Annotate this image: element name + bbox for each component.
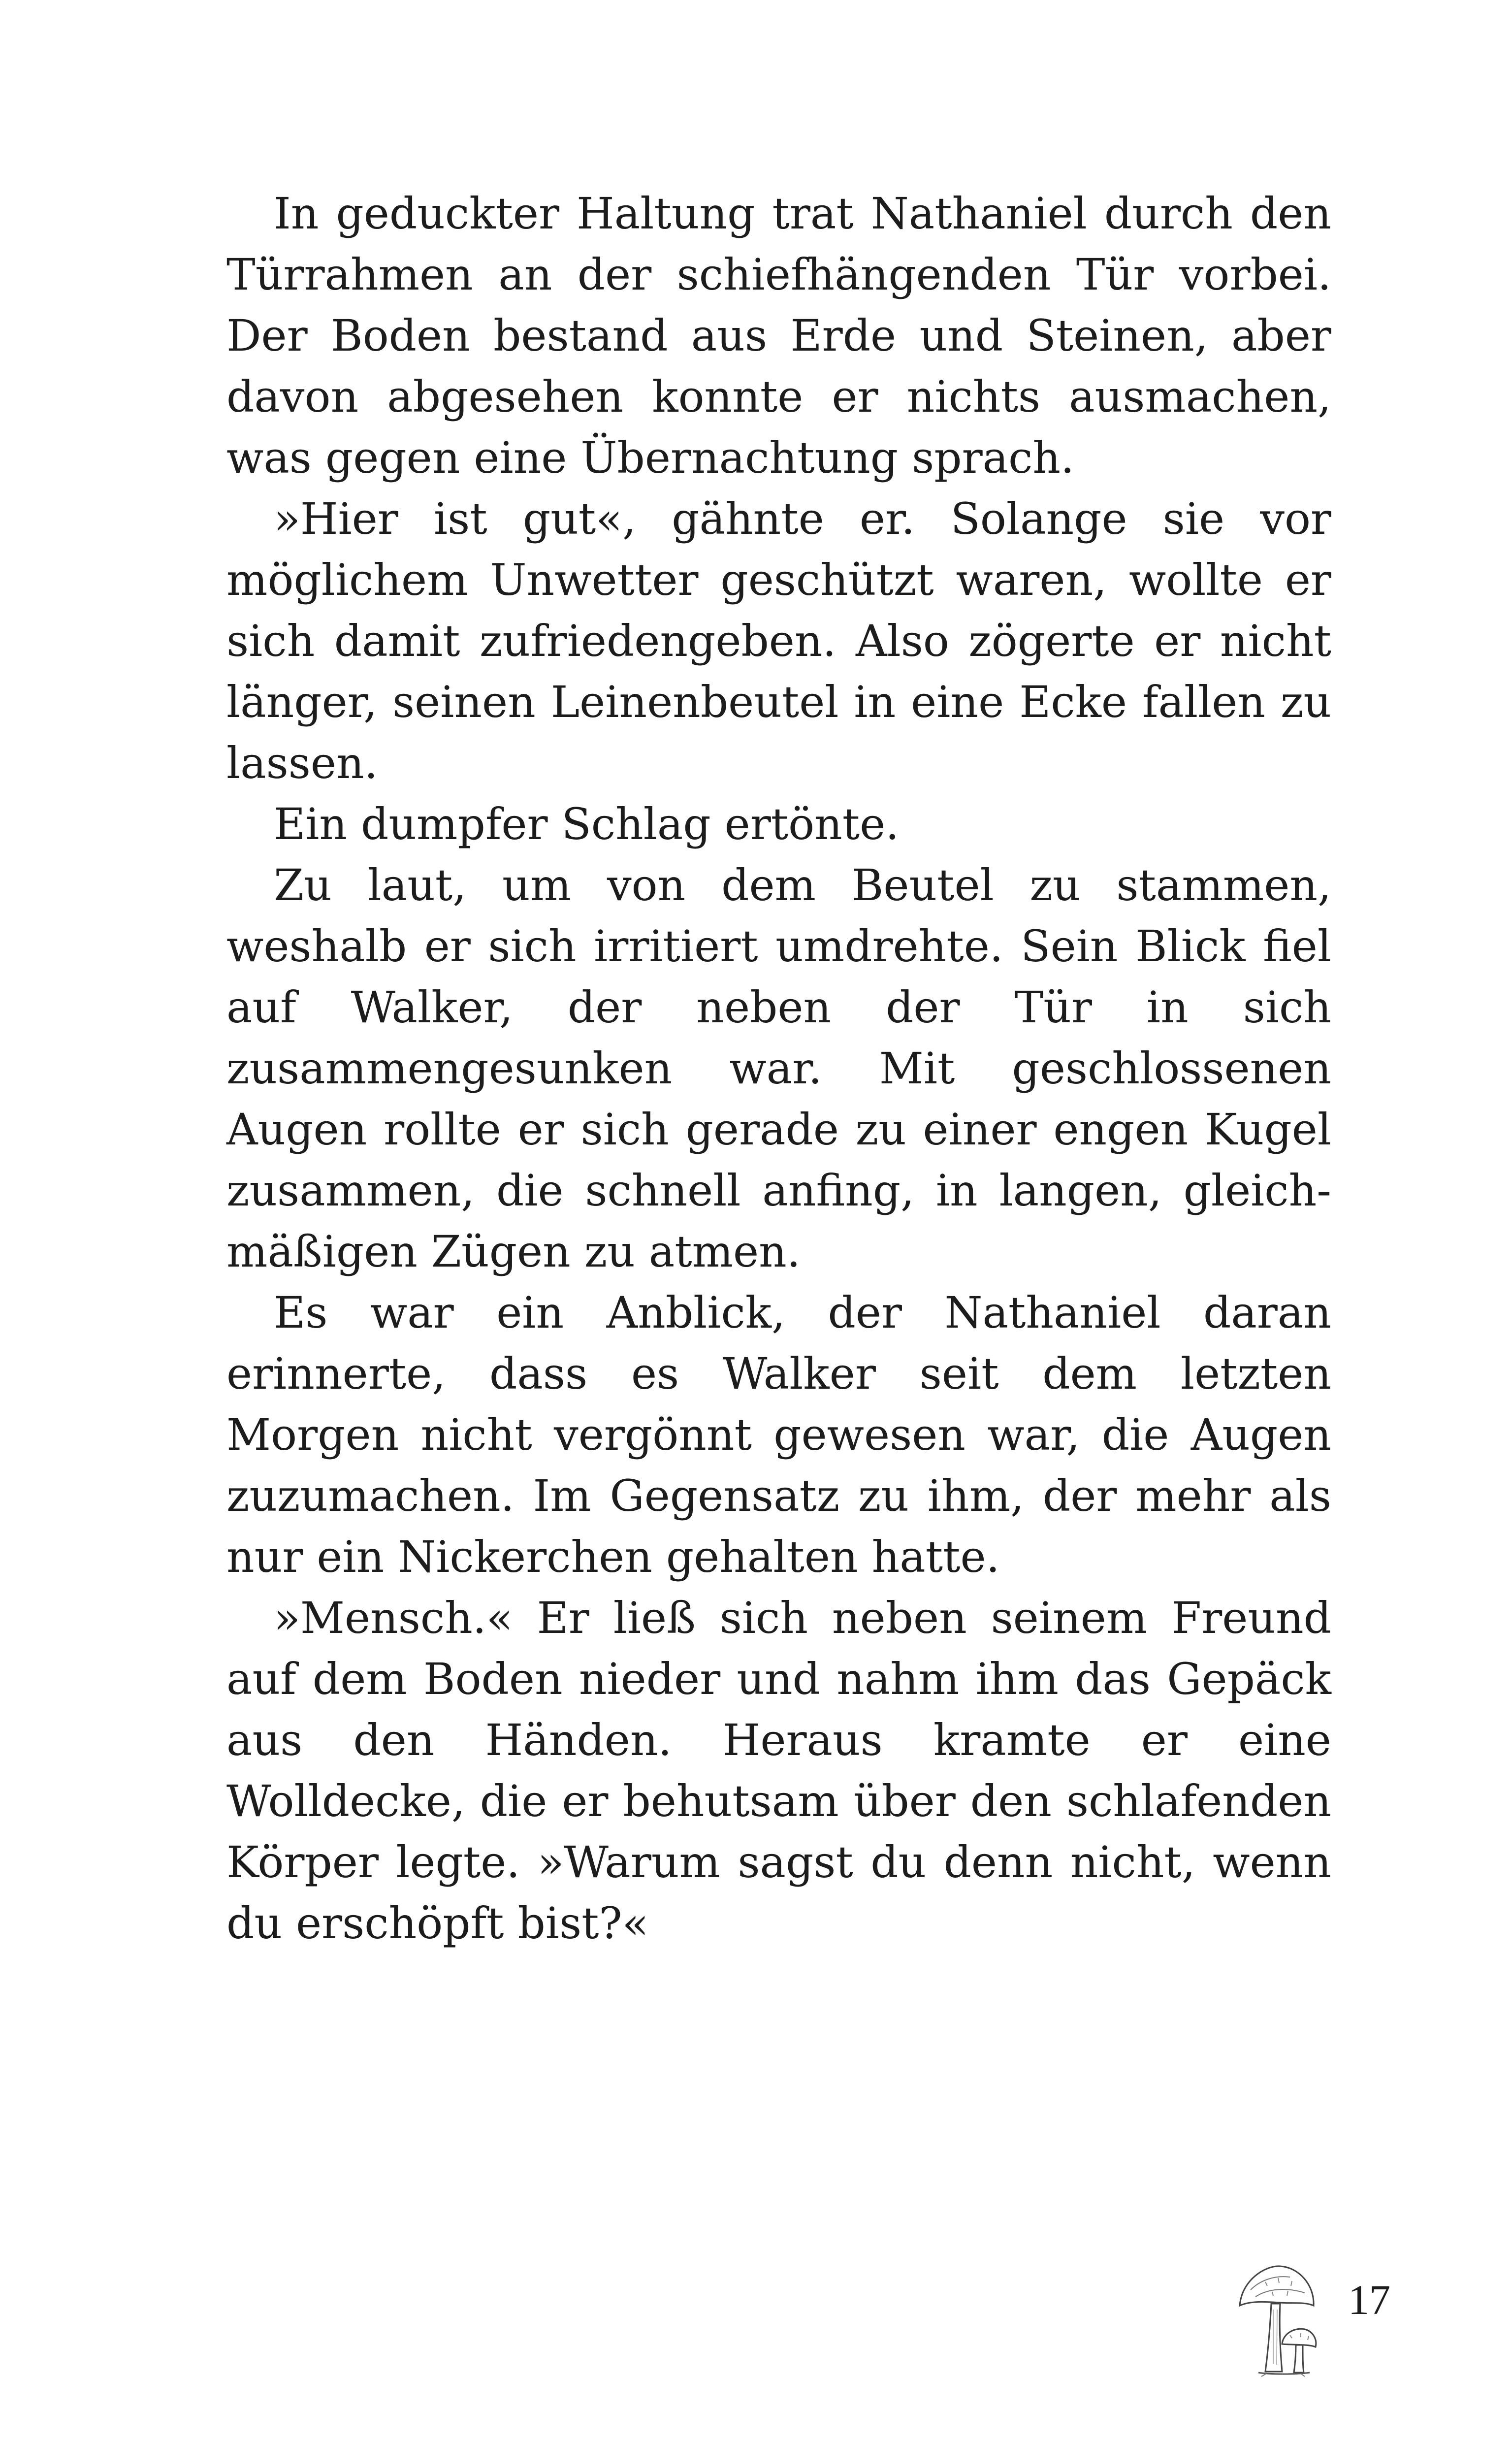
paragraph: »Hier ist gut«, gähnte er. Solange sie vor möglichem Unwetter geschützt waren, wollte er sich damit zufriedengeben. Also zögerte er nicht länger, seinen Leinenbeutel in eine Ecke fallen zu lassen.	[226, 493, 1331, 788]
paragraph: Zu laut, um von dem Beutel zu stammen, weshalb er sich irritiert umdrehte. Sein Blick fiel auf Walker, der neben der Tür in sich zusammengesunken war. Mit geschlossenen Augen rollte er sich gerade zu einer engen Kugel zusammen, die schnell anfing, in langen, gleichmäßigen Zügen zu atmen.	[226, 860, 1331, 1277]
page-number: 17	[1348, 2276, 1390, 2323]
paragraph: Ein dumpfer Schlag ertönte.	[274, 799, 900, 849]
body-text	[226, 183, 1331, 1954]
mushroom-icon	[1231, 2260, 1319, 2378]
paragraph: »Mensch.« Er ließ sich neben seinem Freund auf dem Boden nieder und nahm ihm das Gepäck aus den Händen. Heraus kramte er eine Wolldecke, die er behutsam über den schlafenden Körper legte. »Warum sagst du denn nicht, wenn du erschöpft bist?«	[226, 1593, 1331, 1949]
paragraph: In geduckter Haltung trat Nathaniel durch den Türrahmen an der schiefhängenden Tür vorbei. Der Boden bestand aus Erde und Steinen, aber davon abgesehen konnte er nichts ausmachen, was gegen eine Übernachtung sprach.	[226, 188, 1331, 483]
paragraph: Es war ein Anblick, der Nathaniel daran erinnerte, dass es Walker seit dem letzten Morgen nicht vergönnt gewesen war, die Augen zuzumachen. Im Gegensatz zu ihm, der mehr als nur ein Nickerchen gehalten hatte.	[226, 1287, 1331, 1582]
